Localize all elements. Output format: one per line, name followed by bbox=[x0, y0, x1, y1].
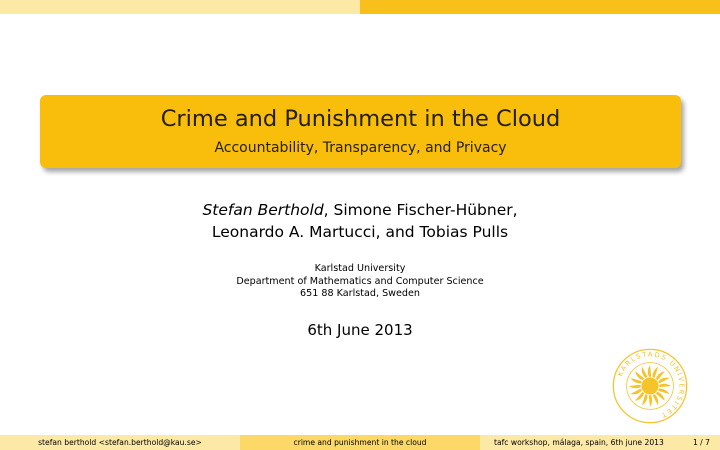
header-bar-left bbox=[0, 0, 360, 14]
sun-ray bbox=[649, 395, 652, 407]
footer-author: stefan berthold <stefan.berthold@kau.se> bbox=[0, 435, 240, 450]
institute-address: 651 88 Karlstad, Sweden bbox=[300, 288, 420, 299]
sun-ray bbox=[658, 378, 669, 384]
slide-title: Crime and Punishment in the Cloud bbox=[160, 106, 561, 132]
author-line-2: Leonardo A. Martucci, and Tobias Pulls bbox=[211, 223, 509, 241]
sun-ray bbox=[642, 367, 648, 378]
institute-department: Department of Mathematics and Computer Science bbox=[236, 275, 484, 287]
university-logo bbox=[611, 347, 689, 425]
header-bar bbox=[0, 0, 720, 14]
presenter-name: Stefan Berthold bbox=[202, 201, 324, 219]
author-line-1 bbox=[0, 199, 720, 221]
sun-ray bbox=[659, 384, 671, 387]
sun-ray bbox=[653, 394, 659, 405]
slide-subtitle: Accountability, Transparency, and Privacy bbox=[214, 140, 507, 156]
author-list bbox=[0, 199, 720, 243]
footer-title: crime and punishment in the cloud bbox=[240, 435, 480, 450]
logo-ring-text: KARLSTADS UNIVERSITET bbox=[616, 350, 686, 420]
footer-right bbox=[480, 435, 720, 450]
page-number: 1 / 7 bbox=[692, 438, 710, 447]
header-bar-right bbox=[360, 0, 720, 14]
institute-name: Karlstad University bbox=[314, 263, 406, 274]
co-authors-1: , Simone Fischer-Hübner, bbox=[323, 201, 518, 219]
footer-event: tafc workshop, málaga, spain, 6th june 2013 bbox=[494, 438, 664, 447]
sun-core bbox=[641, 377, 658, 394]
sun-ray bbox=[631, 389, 642, 395]
title-block bbox=[40, 95, 681, 168]
footer-bar bbox=[0, 435, 720, 450]
sun-ray bbox=[648, 365, 651, 377]
slide-date: 6th June 2013 bbox=[307, 321, 413, 339]
sun-ray bbox=[629, 385, 641, 388]
institute bbox=[0, 263, 720, 301]
